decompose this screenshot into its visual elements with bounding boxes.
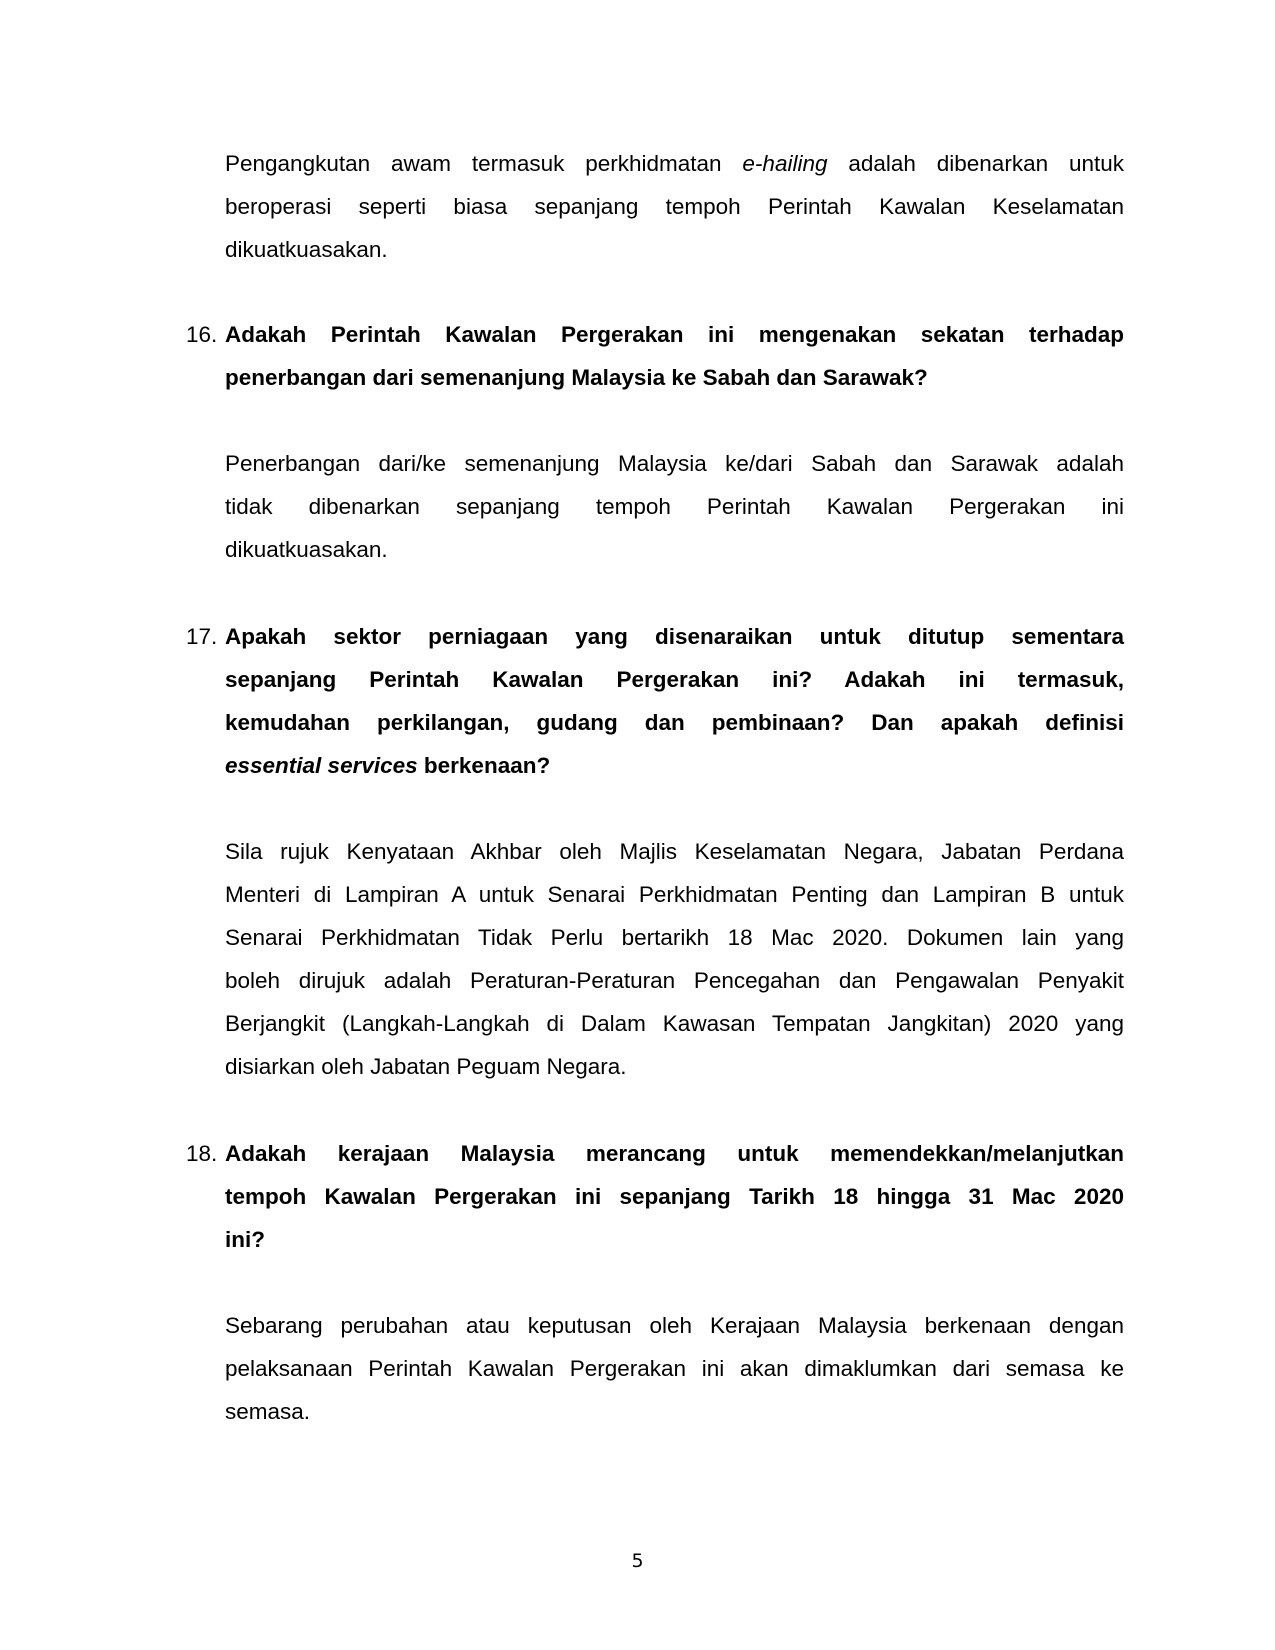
intro-answer-line-2: beroperasi seperti biasa sepanjang tempoh Perintah Kawalan Keselamatan bbox=[225, 194, 1124, 219]
question-17-line-1: Apakah sektor perniagaan yang disenaraikan untuk ditutup sementara bbox=[225, 624, 1124, 649]
intro-answer-italic-term: e-hailing bbox=[742, 151, 828, 176]
answer-18-line-1: Sebarang perubahan atau keputusan oleh Kerajaan Malaysia berkenaan dengan bbox=[225, 1313, 1124, 1338]
intro-answer-text: adalah dibenarkan untuk bbox=[827, 151, 1124, 176]
intro-answer-line-3: dikuatkuasakan. bbox=[225, 237, 388, 262]
page-number: 5 bbox=[631, 1550, 644, 1572]
question-18-line-2: tempoh Kawalan Pergerakan ini sepanjang Tarikh 18 hingga 31 Mac 2020 bbox=[225, 1184, 1124, 1209]
question-17-number: 17. bbox=[186, 624, 218, 649]
question-18-line-1: Adakah kerajaan Malaysia merancang untuk memendekkan/melanjutkan bbox=[225, 1141, 1124, 1166]
intro-answer-line-1 bbox=[225, 151, 1124, 177]
question-16-line-2: penerbangan dari semenanjung Malaysia ke Sabah dan Sarawak? bbox=[225, 365, 928, 390]
question-16-line-1: Adakah Perintah Kawalan Pergerakan ini mengenakan sekatan terhadap bbox=[225, 322, 1124, 347]
question-17-line-4 bbox=[225, 753, 1124, 779]
answer-17-line-1: Sila rujuk Kenyataan Akhbar oleh Majlis Keselamatan Negara, Jabatan Perdana bbox=[225, 839, 1124, 864]
answer-17-line-5: Berjangkit (Langkah-Langkah di Dalam Kawasan Tempatan Jangkitan) 2020 yang bbox=[225, 1011, 1124, 1036]
answer-18-line-2: pelaksanaan Perintah Kawalan Pergerakan ini akan dimaklumkan dari semasa ke bbox=[225, 1356, 1124, 1381]
answer-17-line-2: Menteri di Lampiran A untuk Senarai Perkhidmatan Penting dan Lampiran B untuk bbox=[225, 882, 1124, 907]
question-16-number: 16. bbox=[186, 322, 218, 347]
question-17-line-3: kemudahan perkilangan, gudang dan pembinaan? Dan apakah definisi bbox=[225, 710, 1124, 735]
question-17-text: berkenaan? bbox=[417, 753, 551, 778]
question-18-number: 18. bbox=[186, 1141, 218, 1166]
answer-17-line-6: disiarkan oleh Jabatan Peguam Negara. bbox=[225, 1054, 627, 1079]
answer-16-line-2: tidak dibenarkan sepanjang tempoh Perintah Kawalan Pergerakan ini bbox=[225, 494, 1124, 519]
intro-answer-text: Pengangkutan awam termasuk perkhidmatan bbox=[225, 151, 743, 176]
answer-18-line-3: semasa. bbox=[225, 1399, 311, 1424]
answer-16-line-1: Penerbangan dari/ke semenanjung Malaysia ke/dari Sabah dan Sarawak adalah bbox=[225, 451, 1124, 476]
answer-17-line-3: Senarai Perkhidmatan Tidak Perlu bertarikh 18 Mac 2020. Dokumen lain yang bbox=[225, 925, 1124, 950]
answer-16-line-3: dikuatkuasakan. bbox=[225, 537, 388, 562]
answer-17-line-4: boleh dirujuk adalah Peraturan-Peraturan Pencegahan dan Pengawalan Penyakit bbox=[225, 968, 1124, 993]
question-17-italic-term: essential services bbox=[225, 753, 418, 778]
question-17-line-2: sepanjang Perintah Kawalan Pergerakan ini? Adakah ini termasuk, bbox=[225, 667, 1124, 692]
question-18-line-3: ini? bbox=[225, 1227, 265, 1252]
